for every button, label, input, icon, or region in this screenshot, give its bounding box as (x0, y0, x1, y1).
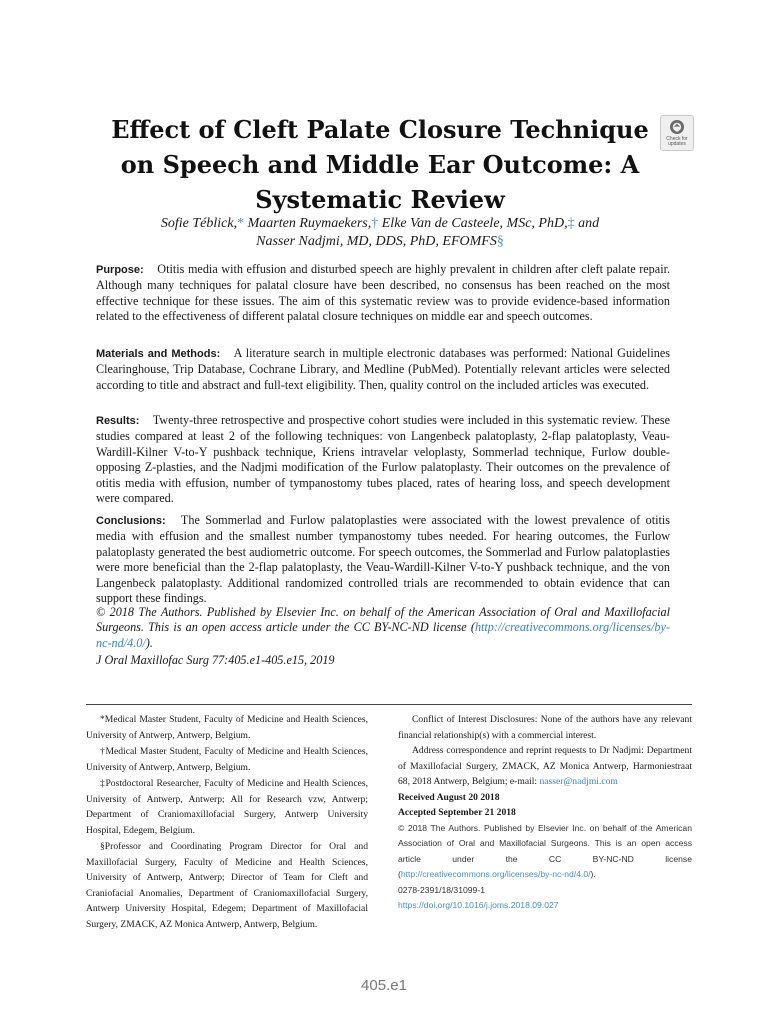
conflict-disclosure: Conflict of Interest Disclosures: None of the authors have any relevant financial relationship(s) with a commercial interest. (398, 714, 692, 741)
footer-copyright-end: ). (590, 869, 596, 879)
accepted-date: Accepted September 21 2018 (398, 807, 516, 818)
license-link[interactable]: http://creativecommons.org/licenses/by-nc-nd/4.0/ (96, 620, 670, 650)
author-line-2 (100, 233, 660, 251)
methods-text: A literature search in multiple electronic databases was performed: National Guidelines Clearinghouse, Trip Database, Cochrane Library, and Medline (PubMed). Potentially relevant articles were selected according to title and abstract and full-text eligibility. Then, quality control on the included articles was executed. (96, 346, 670, 392)
article-title (110, 112, 650, 217)
check-updates-icon (669, 119, 685, 137)
footnote-divider (86, 704, 692, 705)
footer-copyright-text: © 2018 The Authors. Published by Elsevier Inc. on behalf of the American Association of Oral and Maxillofacial Surgeons. This is an open access article under the CC BY-NC-ND license ( (398, 822, 692, 879)
author-joiner: and (578, 216, 600, 231)
address-text: Address correspondence and reprint requests to Dr Nadjmi: Department of Maxillofacial Surgery, ZMACK, AZ Monica Antwerp, Harmoniestraat 68, 2018 Antwerp, Belgium; e-mail: (398, 745, 692, 787)
results-heading: Results: (96, 415, 140, 427)
affiliation-marker[interactable]: ‡ (567, 216, 575, 231)
results-text: Twenty-three retrospective and prospective cohort studies were included in this systematic review. These studies compared at least 2 of the following techniques: von Langenbeck palatoplasty, 2-flap palatoplasty, Veau-Wardill-Kilner V-to-Y pushback technique, Kriens intravelar veloplasty, Sommerlad technique, Furlow double-opposing Z-plasties, and the Nadjmi modification of the Furlow palatoplasty. Their outcomes on the prevalence of otitis media with effusion, number of tympanostomy tubes placed, rates of hearing loss, and speech development were compared. (96, 413, 671, 506)
correspondence-column (398, 712, 692, 914)
author-line-1 (100, 215, 660, 233)
abstract-methods (96, 346, 670, 393)
affiliation-footnote: †Medical Master Student, Faculty of Medicine and Health Sciences, University of Antwerp, Antwerp, Belgium. (86, 746, 368, 773)
footer-copyright (398, 821, 692, 883)
conclusions-text: The Sommerlad and Furlow palatoplasties were associated with the lowest prevalence of otitis media with effusion and the smallest number tympanostomy tubes needed. For hearing outcomes, the Furlow palatoplasty generated the best audiometric outcome. For speech outcomes, the Sommerlad and Furlow palatoplasties were more beneficial than the 2-flap palatoplasty, the Veau-Wardill-Kilner V-to-Y pushback technique, and the von Langenbeck palatoplasty. Additional randomized controlled trials are recommended to obtain evidence that can support these findings. (96, 513, 670, 606)
author-name: Nasser Nadjmi, MD, DDS, PhD, EFOMFS (256, 234, 497, 249)
doi-line (398, 898, 692, 914)
author-name: Elke Van de Casteele, MSc, PhD, (381, 216, 568, 231)
affiliation-marker[interactable]: § (496, 234, 504, 249)
abstract-purpose (96, 262, 670, 325)
received-date: Received August 20 2018 (398, 791, 500, 803)
affiliation-footnote: §Professor and Coordinating Program Director for Oral and Maxillofacial Surgery, Faculty of Medicine and Health Sciences, University of Antwerp, Antwerp; Director of Team for Cleft and Craniofacial Anomalies, Department of Craniomaxillofacial Surgery, Antwerp University Hospital, Edegem; Department of Maxillofacial Surgery, ZMACK, AZ Monica Antwerp, Antwerp, Belgium. (86, 841, 368, 930)
abstract-results (96, 413, 670, 506)
footer-license-link[interactable]: http://creativecommons.org/licenses/by-nc-nd/4.0/ (400, 869, 591, 879)
doi-link[interactable]: https://doi.org/10.1016/j.joms.2018.09.027 (398, 900, 559, 910)
methods-heading: Materials and Methods: (96, 348, 221, 360)
email-link[interactable]: nasser@nadjmi.com (539, 776, 618, 787)
purpose-text: Otitis media with effusion and disturbed speech are highly prevalent in children after cleft palate repair. Although many techniques for palatal closure have been described, no consensus has been reached on the most effective technique for these issues. The aim of this systematic review was to provide evidence-based information related to the effectiveness of different palatal closure techniques on middle ear and speech outcomes. (96, 262, 671, 324)
title-line-3: Systematic Review (255, 185, 505, 214)
affiliation-marker[interactable]: * (237, 216, 245, 231)
affiliations-column (86, 712, 368, 933)
citation-text: J Oral Maxillofac Surg 77:405.e1-405.e15, 2019 (96, 653, 335, 667)
badge-label-1: Check for (666, 136, 688, 142)
title-line-1: Effect of Cleft Palate Closure Technique (111, 115, 649, 144)
check-for-updates-badge[interactable] (660, 115, 694, 151)
correspondence-address (398, 743, 692, 790)
affiliation-footnote: ‡Postdoctoral Researcher, Faculty of Medicine and Health Sciences, University of Antwerp, Antwerp; All for Research vzw, Antwerp; Department of Craniomaxillofacial Surgery, Antwerp University Hospital, Edegem, Belgium. (86, 778, 368, 836)
copyright-text: © 2018 The Authors. Published by Elsevier Inc. on behalf of the American Association of Oral and Maxillofacial Surgeons. This is an open access article under the CC BY-NC-ND license ( (96, 605, 670, 635)
copyright-end: ). (145, 635, 153, 650)
author-list (100, 215, 660, 251)
purpose-heading: Purpose: (96, 264, 144, 276)
conclusions-heading: Conclusions: (96, 515, 166, 527)
affiliation-footnote: *Medical Master Student, Faculty of Medicine and Health Sciences, University of Antwerp, Antwerp, Belgium. (86, 714, 368, 741)
title-line-2: on Speech and Middle Ear Outcome: A (120, 150, 640, 179)
issn: 0278-2391/18/31099-1 (398, 884, 485, 895)
abstract-copyright (96, 605, 670, 651)
page-number: 405.e1 (361, 977, 407, 994)
author-name: Sofie Téblick, (160, 216, 238, 231)
author-name: Maarten Ruymaekers, (247, 216, 372, 231)
journal-citation (96, 653, 670, 668)
affiliation-marker[interactable]: † (371, 216, 379, 231)
abstract-conclusions (96, 513, 670, 606)
badge-label-2: updates (668, 141, 686, 147)
